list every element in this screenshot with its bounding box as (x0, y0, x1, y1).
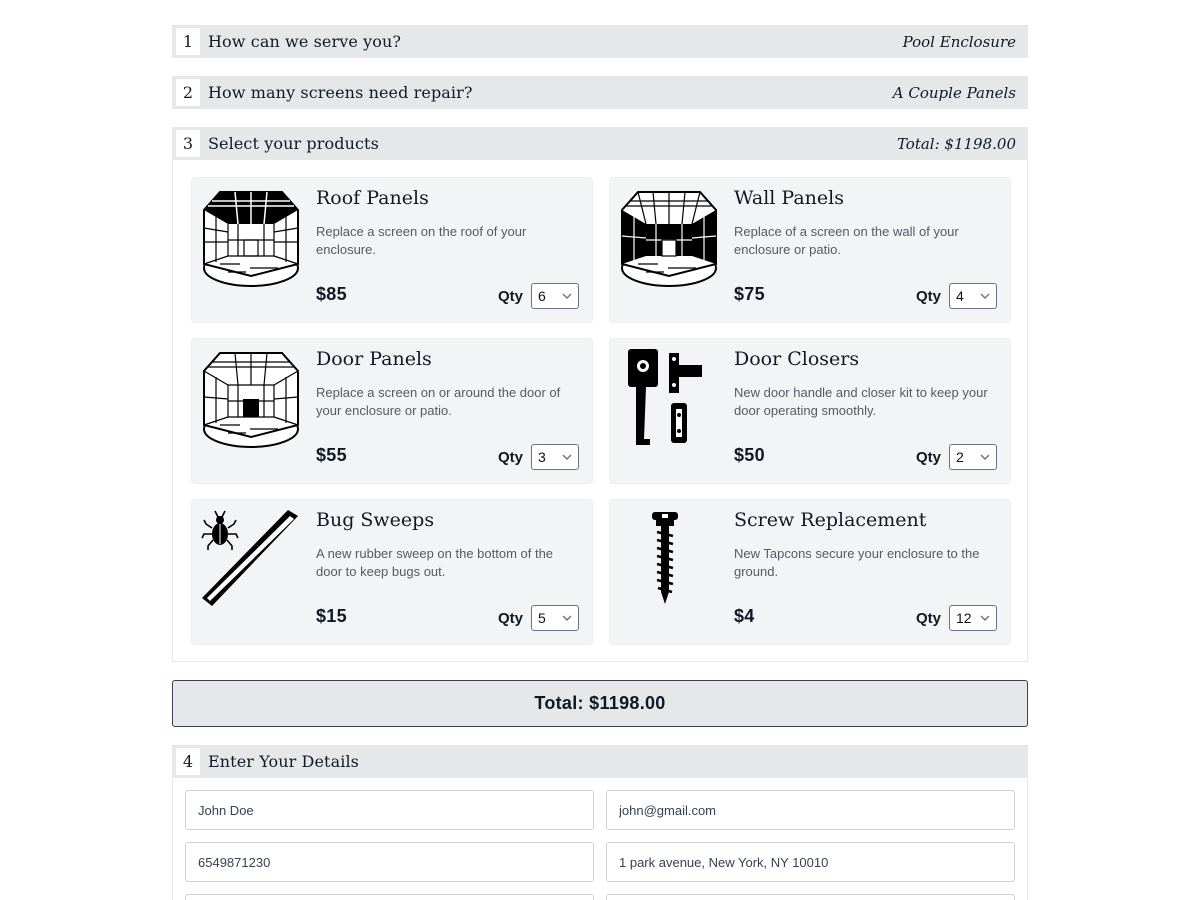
qty-label: Qty (498, 288, 524, 305)
step-number: 4 (176, 748, 200, 775)
qty-label: Qty (916, 288, 942, 305)
qty-select[interactable] (531, 605, 579, 631)
product-name: Bug Sweeps (316, 509, 435, 531)
product-price: $75 (734, 284, 765, 304)
product-price: $4 (734, 606, 755, 626)
name-field[interactable] (185, 790, 594, 830)
product-card-roof-panels (192, 178, 592, 322)
extra-field-left[interactable] (185, 894, 594, 900)
step-number: 1 (176, 28, 200, 55)
extra-field-right[interactable] (606, 894, 1015, 900)
product-name: Screw Replacement (734, 509, 927, 531)
chevron-down-icon (980, 291, 990, 301)
phone-field[interactable] (185, 842, 594, 882)
product-description: Replace a screen on the roof of your enclosure. (316, 224, 527, 257)
qty-label: Qty (498, 610, 524, 627)
chevron-down-icon (562, 291, 572, 301)
order-total: Total: $1198.00 (172, 680, 1028, 727)
chevron-down-icon (562, 452, 572, 462)
qty-value: 2 (956, 449, 964, 465)
qty-label: Qty (916, 449, 942, 466)
product-description: Replace a screen on or around the door of your enclosure or patio. (316, 385, 561, 418)
step-products[interactable] (172, 127, 1028, 160)
step-title: Select your products (208, 134, 379, 153)
product-card-door-closers (610, 339, 1010, 483)
product-name: Door Closers (734, 348, 860, 370)
product-price: $50 (734, 445, 765, 465)
product-name: Wall Panels (734, 187, 844, 209)
product-price: $55 (316, 445, 347, 465)
step-details[interactable] (172, 745, 1028, 778)
product-description: New Tapcons secure your enclosure to the ground. (734, 546, 980, 579)
roof-panel-icon (198, 184, 304, 290)
product-price: $15 (316, 606, 347, 626)
bug-sweep-icon (198, 506, 304, 612)
qty-select[interactable] (949, 283, 997, 309)
step-selected-value: Pool Enclosure (902, 32, 1016, 51)
product-price: $85 (316, 284, 347, 304)
details-form (172, 778, 1028, 900)
qty-value: 6 (538, 288, 546, 304)
qty-value: 3 (538, 449, 546, 465)
wall-panel-icon (616, 184, 722, 290)
product-card-screw-replacement (610, 500, 1010, 644)
qty-value: 5 (538, 610, 546, 626)
product-card-bug-sweeps (192, 500, 592, 644)
qty-value: 4 (956, 288, 964, 304)
step-title: How can we serve you? (208, 32, 402, 51)
address-field[interactable] (606, 842, 1015, 882)
door-closer-icon (616, 345, 722, 451)
qty-select[interactable] (531, 444, 579, 470)
qty-value: 12 (956, 610, 972, 626)
step-total: Total: $1198.00 (896, 134, 1016, 153)
qty-label: Qty (916, 610, 942, 627)
step-number: 3 (176, 130, 200, 157)
step-number: 2 (176, 79, 200, 106)
step-screen-count[interactable] (172, 76, 1028, 109)
screw-icon (616, 506, 722, 612)
step-title: How many screens need repair? (208, 83, 473, 102)
product-card-wall-panels (610, 178, 1010, 322)
product-description: Replace of a screen on the wall of your enclosure or patio. (734, 224, 959, 257)
chevron-down-icon (980, 452, 990, 462)
qty-select[interactable] (531, 283, 579, 309)
door-panel-icon (198, 345, 304, 451)
step-service[interactable] (172, 25, 1028, 58)
bug-icon (202, 511, 238, 550)
product-description: A new rubber sweep on the bottom of the door to keep bugs out. (316, 546, 554, 579)
product-card-door-panels (192, 339, 592, 483)
qty-label: Qty (498, 449, 524, 466)
qty-select[interactable] (949, 605, 997, 631)
qty-select[interactable] (949, 444, 997, 470)
step-title: Enter Your Details (208, 752, 359, 771)
product-description: New door handle and closer kit to keep your door operating smoothly. (734, 385, 988, 418)
email-field[interactable] (606, 790, 1015, 830)
product-grid (172, 159, 1028, 662)
product-name: Door Panels (316, 348, 432, 370)
chevron-down-icon (562, 613, 572, 623)
step-selected-value: A Couple Panels (892, 83, 1016, 102)
product-name: Roof Panels (316, 187, 429, 209)
chevron-down-icon (980, 613, 990, 623)
